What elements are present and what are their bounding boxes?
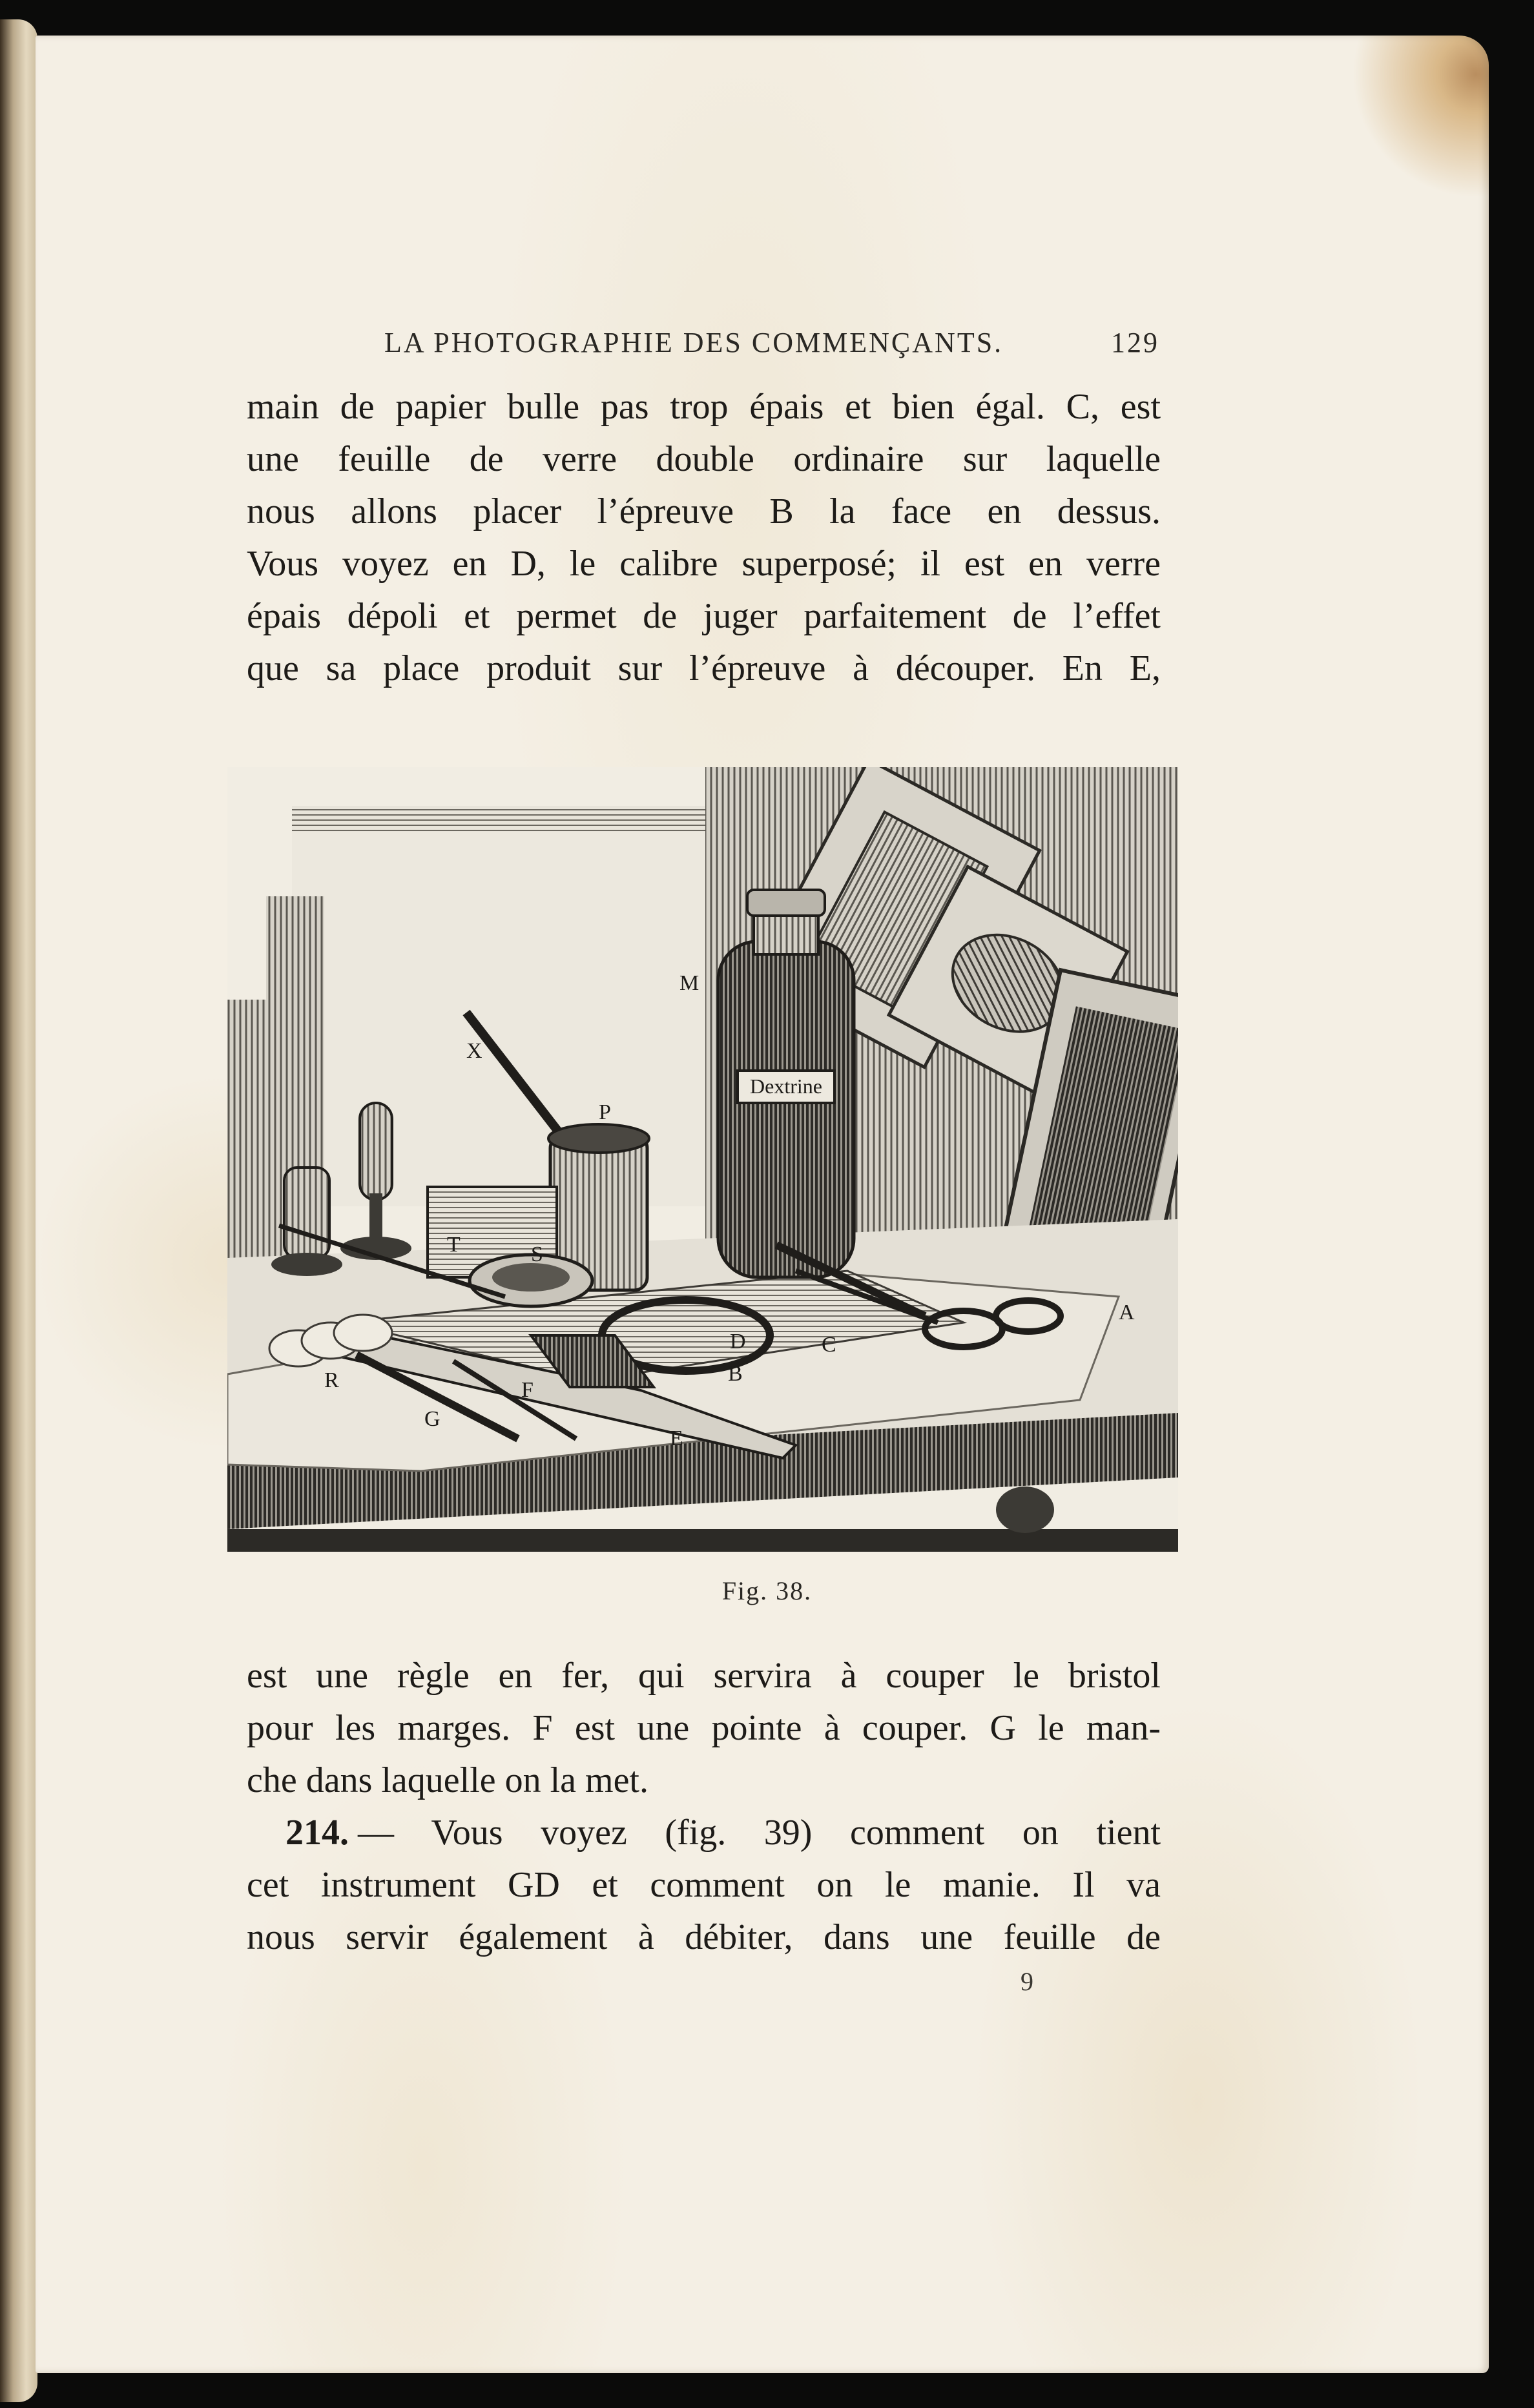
text-line: — Vous voyez (fig. 39) comment on tient bbox=[358, 1813, 1161, 1853]
page-number: 129 bbox=[1111, 327, 1159, 358]
paragraph-214-first-line bbox=[247, 1807, 1161, 1859]
text-line: che dans laquelle on la met. bbox=[247, 1760, 648, 1800]
paragraph-number: 214. bbox=[285, 1813, 349, 1853]
figure-label-M: M bbox=[679, 971, 700, 995]
figure-label-X: X bbox=[466, 1039, 482, 1063]
signature-mark: 9 bbox=[1021, 1967, 1033, 1996]
figure-label-C: C bbox=[822, 1333, 836, 1357]
engraving-illustration bbox=[227, 767, 1178, 1552]
figure-label-T: T bbox=[447, 1233, 461, 1257]
figure-label-P: P bbox=[599, 1100, 611, 1124]
text-line: une feuille de verre double ordinaire sur laquelle bbox=[247, 439, 1161, 479]
paragraph-top bbox=[247, 381, 1161, 695]
figure-label-G: G bbox=[424, 1407, 441, 1431]
figure-label-A: A bbox=[1119, 1301, 1135, 1324]
text-line: est une règle en fer, qui servira à couper le bristol bbox=[247, 1656, 1161, 1696]
paragraph-bottom bbox=[247, 1650, 1161, 1964]
text-line: nous servir également à débiter, dans une feuille de bbox=[247, 1917, 1161, 1957]
figure-label-E: E bbox=[670, 1426, 683, 1450]
figure-caption: Fig. 38. bbox=[721, 1576, 813, 1605]
text-line: cet instrument GD et comment on le manie. Il va bbox=[247, 1865, 1161, 1905]
figure-label-B: B bbox=[728, 1362, 743, 1386]
bottle-label: Dextrine bbox=[750, 1075, 822, 1098]
text-line: Vous voyez en D, le calibre superposé; il est en verre bbox=[247, 544, 1161, 584]
running-head-title: LA PHOTOGRAPHIE DES COMMENÇANTS. bbox=[384, 327, 1004, 358]
text-line: pour les marges. F est une pointe à couper. G le man- bbox=[247, 1708, 1161, 1748]
engraving-figure bbox=[227, 767, 1178, 1552]
text-line: main de papier bulle pas trop épais et bien égal. C, est bbox=[247, 387, 1161, 427]
figure-label-S: S bbox=[531, 1242, 543, 1266]
adjacent-page-edge bbox=[0, 19, 37, 2402]
text-line: que sa place produit sur l’épreuve à découper. En E, bbox=[247, 648, 1161, 688]
text-line: nous allons placer l’épreuve B la face en dessus. bbox=[247, 491, 1161, 531]
figure-label-D: D bbox=[730, 1330, 746, 1353]
figure-label-R: R bbox=[324, 1368, 339, 1392]
text-line: épais dépoli et permet de juger parfaitement de l’effet bbox=[247, 596, 1161, 636]
running-head bbox=[384, 326, 1159, 359]
figure-label-F: F bbox=[521, 1378, 534, 1402]
